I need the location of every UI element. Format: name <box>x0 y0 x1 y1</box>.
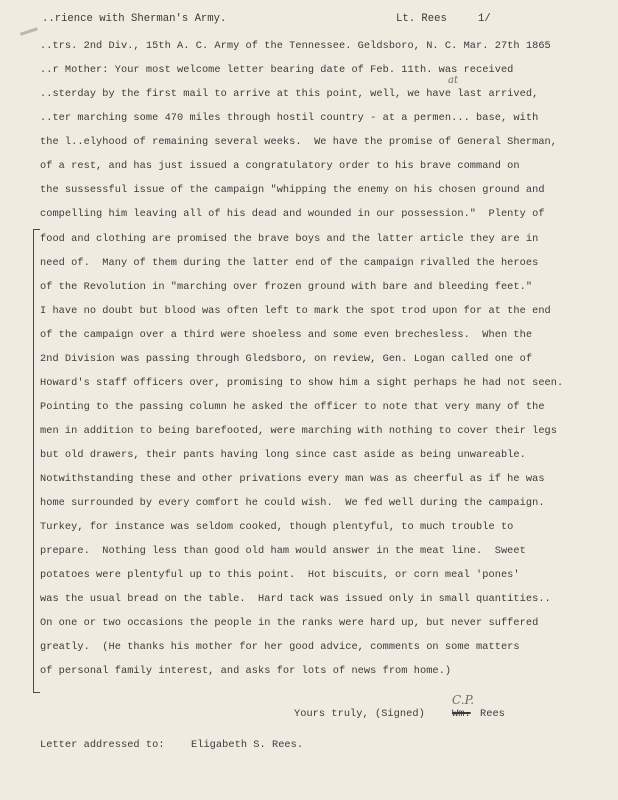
letter-line: men in addition to being barefooted, were marching with nothing to cover their legs <box>40 425 558 437</box>
letter-line: Notwithstanding these and other privations every man was as cheerful as if he was <box>40 473 545 485</box>
margin-bracket <box>33 229 40 693</box>
letter-line: Turkey, for instance was seldom cooked, though plentyful, to much trouble to <box>40 521 514 533</box>
letter-line: the l..elyhood of remaining several weeks. We have the promise of General Sherman, <box>40 136 558 148</box>
letter-line: but old drawers, their pants having long since cast aside as being unwareable. <box>40 449 526 461</box>
letter-line: potatoes were plentyful up to this point. Hot biscuits, or corn meal 'pones' <box>40 569 520 581</box>
letter-line: ..r Mother: Your most welcome letter bearing date of Feb. 11th. was received <box>40 64 514 76</box>
letter-line: of a rest, and has just issued a congratulatory order to his brave command on <box>40 160 520 172</box>
letter-line: was the usual bread on the table. Hard tack was issued only in small quantities.. <box>40 593 551 605</box>
letter-line: Pointing to the passing column he asked the officer to note that very many of the <box>40 401 545 413</box>
margin-mark <box>20 27 38 35</box>
page-number: 1/ <box>478 13 491 25</box>
letter-line: food and clothing are promised the brave boys and the latter article they are in <box>40 233 539 245</box>
author-label: Lt. Rees <box>396 13 447 25</box>
signature-surname: Rees <box>480 708 505 720</box>
document-title: ..rience with Sherman's Army. <box>42 13 227 25</box>
addressed-label: Letter addressed to: <box>40 739 165 751</box>
letter-line: compelling him leaving all of his dead and wounded in our possession." Plenty of <box>40 208 545 220</box>
letter-line: ..ter marching some 470 miles through hostil country - at a permen... base, with <box>40 112 539 124</box>
handwritten-insert: at <box>448 75 458 86</box>
letter-line: need of. Many of them during the latter end of the campaign rivalled the heroes <box>40 257 539 269</box>
letter-line: home surrounded by every comfort he could wish. We fed well during the campaign. <box>40 497 545 509</box>
letter-line: ..sterday by the first mail to arrive at this point, well, we have last arrived, <box>40 88 539 100</box>
letter-line: of the Revolution in "marching over frozen ground with bare and bleeding feet." <box>40 281 533 293</box>
letter-line: the sussessful issue of the campaign "whipping the enemy on his chosen ground and <box>40 184 545 196</box>
letter-line: Howard's staff officers over, promising to show him a sight perhaps he had not seen. <box>40 377 564 389</box>
closing-text: Yours truly, (Signed) <box>294 708 425 720</box>
letter-line: of personal family interest, and asks for lots of news from home.) <box>40 665 452 677</box>
letter-line: ..trs. 2nd Div., 15th A. C. Army of the Tennessee. Geldsboro, N. C. Mar. 27th 1865 <box>40 40 551 52</box>
letter-line: I have no doubt but blood was often left to mark the spot trod upon for at the end <box>40 305 551 317</box>
letter-line: greatly. (He thanks his mother for her good advice, comments on some matters <box>40 641 520 653</box>
letter-line: 2nd Division was passing through Gledsboro, on review, Gen. Logan called one of <box>40 353 533 365</box>
addressed-name: Eligabeth S. Rees. <box>191 739 304 751</box>
letter-line: prepare. Nothing less than good old ham would answer in the meat line. Sweet <box>40 545 526 557</box>
handwritten-initials: C.P. <box>452 693 475 707</box>
letter-line: On one or two occasions the people in the ranks were hard up, but never suffered <box>40 617 539 629</box>
struck-first-name: Wm. <box>452 708 471 720</box>
letter-line: of the campaign over a third were shoeless and some even brechesless. When the <box>40 329 533 341</box>
